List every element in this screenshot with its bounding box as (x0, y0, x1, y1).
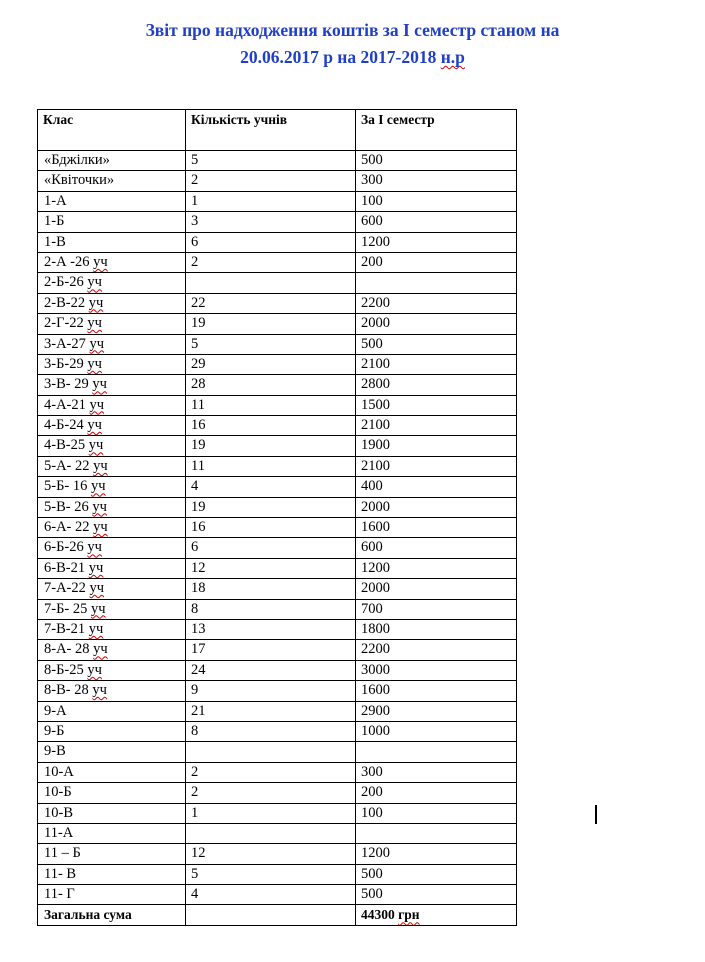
amount-cell: 200 (356, 252, 517, 272)
students-cell: 22 (186, 293, 356, 313)
students-cell: 2 (186, 252, 356, 272)
amount-cell (356, 823, 517, 843)
class-cell (38, 191, 186, 211)
amount-cell: 3000 (356, 660, 517, 680)
total-amount: 44300 (361, 907, 395, 923)
class-suffix: уч (93, 253, 108, 270)
class-cell (38, 151, 186, 171)
text-cursor (595, 805, 597, 824)
class-cell (38, 497, 186, 517)
students-cell (186, 823, 356, 843)
amount-cell: 500 (356, 885, 517, 905)
class-name: 4-Б-24 (44, 417, 84, 434)
title-date-text: 20.06.2017 р на 2017-2018 (240, 47, 437, 67)
amount-cell (356, 742, 517, 762)
class-cell (38, 232, 186, 252)
class-cell (38, 844, 186, 864)
amount-cell: 100 (356, 803, 517, 823)
table-row (38, 354, 517, 374)
amount-cell: 1000 (356, 721, 517, 741)
students-cell: 12 (186, 844, 356, 864)
class-suffix: уч (92, 376, 107, 393)
students-cell: 6 (186, 538, 356, 558)
class-name: 11- В (44, 865, 77, 882)
class-suffix: уч (88, 294, 104, 311)
class-name: 1-В (44, 233, 66, 250)
table-row (38, 885, 517, 905)
amount-cell: 400 (356, 477, 517, 497)
class-cell (38, 660, 186, 680)
class-cell (38, 701, 186, 721)
class-cell (38, 885, 186, 905)
class-cell (38, 171, 186, 191)
students-cell: 24 (186, 660, 356, 680)
amount-cell: 2100 (356, 354, 517, 374)
title-line-1: Звіт про надходження коштів за І семестр станом на (145, 20, 560, 40)
class-cell (38, 273, 186, 293)
amount-cell: 300 (356, 762, 517, 782)
table-row (38, 212, 517, 232)
class-name: 7-В-21 (44, 620, 86, 637)
total-label: Загальна сума (38, 905, 186, 925)
class-cell (38, 375, 186, 395)
class-name: 8-А- 28 (44, 641, 90, 658)
class-name: 10-А (44, 763, 74, 780)
class-name: 3-В- 29 (44, 376, 89, 393)
students-cell: 17 (186, 640, 356, 660)
payments-table (37, 109, 517, 926)
class-cell (38, 416, 186, 436)
class-cell (38, 436, 186, 456)
amount-cell: 2900 (356, 701, 517, 721)
amount-cell: 1200 (356, 558, 517, 578)
students-cell: 16 (186, 518, 356, 538)
students-cell: 8 (186, 721, 356, 741)
class-name: 10-Б (44, 784, 72, 801)
report-title (0, 17, 705, 71)
class-name: 10-В (44, 804, 73, 821)
class-name: 9-А (44, 702, 67, 719)
amount-cell: 1800 (356, 619, 517, 639)
amount-cell: 2100 (356, 456, 517, 476)
class-cell (38, 823, 186, 843)
class-name: 11- Г (44, 886, 75, 903)
total-students-cell (186, 905, 356, 925)
students-cell: 2 (186, 171, 356, 191)
class-suffix: уч (90, 478, 106, 495)
students-cell: 5 (186, 334, 356, 354)
students-cell: 28 (186, 375, 356, 395)
amount-cell: 100 (356, 191, 517, 211)
amount-cell: 2000 (356, 497, 517, 517)
class-suffix: уч (89, 335, 105, 352)
students-cell: 2 (186, 762, 356, 782)
class-cell (38, 783, 186, 803)
students-cell: 1 (186, 803, 356, 823)
class-cell (38, 314, 186, 334)
class-name: 8-Б-25 (44, 661, 84, 678)
class-cell (38, 742, 186, 762)
amount-cell: 500 (356, 151, 517, 171)
class-name: 11-А (44, 824, 74, 841)
total-row (38, 905, 517, 925)
class-cell (38, 619, 186, 639)
table-row (38, 742, 517, 762)
students-cell (186, 742, 356, 762)
amount-cell: 2200 (356, 640, 517, 660)
class-suffix: уч (89, 396, 105, 413)
table-row (38, 497, 517, 517)
amount-cell: 700 (356, 599, 517, 619)
class-name: 2-Б-26 (44, 274, 84, 291)
table-row (38, 681, 517, 701)
students-cell: 9 (186, 681, 356, 701)
amount-cell: 200 (356, 783, 517, 803)
class-cell (38, 477, 186, 497)
class-cell (38, 252, 186, 272)
table-row (38, 171, 517, 191)
students-cell: 12 (186, 558, 356, 578)
table-row (38, 823, 517, 843)
class-cell (38, 212, 186, 232)
header-students: Кількість учнів (186, 110, 356, 151)
students-cell: 5 (186, 864, 356, 884)
amount-cell: 1200 (356, 844, 517, 864)
table-row (38, 660, 517, 680)
class-name: 2-В-22 (44, 294, 86, 311)
table-row (38, 232, 517, 252)
amount-cell: 2800 (356, 375, 517, 395)
amount-cell: 2000 (356, 314, 517, 334)
table-row (38, 844, 517, 864)
class-suffix: уч (87, 274, 102, 291)
students-cell (186, 273, 356, 293)
table-row (38, 456, 517, 476)
class-cell (38, 721, 186, 741)
class-suffix: уч (92, 498, 107, 515)
class-name: 5-А- 22 (44, 457, 90, 474)
students-cell: 6 (186, 232, 356, 252)
students-cell: 5 (186, 151, 356, 171)
class-name: 6-Б-26 (44, 539, 84, 556)
students-cell: 3 (186, 212, 356, 232)
class-name: 2-Г-22 (44, 315, 84, 332)
class-name: «Квіточки» (44, 172, 115, 189)
class-cell (38, 456, 186, 476)
table-row (38, 252, 517, 272)
class-suffix: уч (90, 600, 106, 617)
class-cell (38, 395, 186, 415)
students-cell: 2 (186, 783, 356, 803)
table-row (38, 273, 517, 293)
total-currency: грн (398, 907, 420, 923)
table-row (38, 619, 517, 639)
title-line-2 (0, 44, 705, 71)
table-row (38, 579, 517, 599)
table-row (38, 762, 517, 782)
class-name: 11 – Б (44, 845, 81, 862)
students-cell: 8 (186, 599, 356, 619)
header-class: Клас (38, 110, 186, 151)
amount-cell: 1900 (356, 436, 517, 456)
table-row (38, 293, 517, 313)
table-row (38, 375, 517, 395)
table-row (38, 191, 517, 211)
class-name: 7-А-22 (44, 580, 86, 597)
table-row (38, 864, 517, 884)
table-row (38, 599, 517, 619)
class-cell (38, 334, 186, 354)
amount-cell: 600 (356, 212, 517, 232)
table-row (38, 436, 517, 456)
table-row (38, 151, 517, 171)
class-suffix: уч (87, 417, 102, 434)
class-name: 6-В-21 (44, 559, 86, 576)
students-cell: 1 (186, 191, 356, 211)
class-cell (38, 681, 186, 701)
students-cell: 21 (186, 701, 356, 721)
students-cell: 16 (186, 416, 356, 436)
class-name: 4-А-21 (44, 396, 86, 413)
class-name: 9-В (44, 743, 66, 760)
class-name: 1-А (44, 192, 67, 209)
total-amount-cell (356, 905, 517, 925)
class-name: «Бджілки» (44, 152, 110, 168)
class-name: 4-В-25 (44, 437, 86, 454)
class-cell (38, 599, 186, 619)
students-cell: 19 (186, 497, 356, 517)
table-row (38, 640, 517, 660)
table-row (38, 416, 517, 436)
amount-cell: 2000 (356, 579, 517, 599)
table-row (38, 395, 517, 415)
students-cell: 4 (186, 885, 356, 905)
students-cell: 11 (186, 456, 356, 476)
table-row (38, 314, 517, 334)
amount-cell: 300 (356, 171, 517, 191)
class-cell (38, 538, 186, 558)
class-cell (38, 640, 186, 660)
table-row (38, 538, 517, 558)
class-suffix: уч (87, 539, 102, 556)
class-cell (38, 579, 186, 599)
table-header-row (38, 110, 517, 151)
class-name: 3-Б-29 (44, 355, 84, 372)
table-row (38, 334, 517, 354)
class-name: 5-В- 26 (44, 498, 89, 515)
class-name: 6-А- 22 (44, 519, 90, 536)
class-cell (38, 762, 186, 782)
class-name: 2-А -26 (44, 253, 90, 270)
class-suffix: уч (89, 580, 105, 597)
table-body (38, 151, 517, 926)
amount-cell (356, 273, 517, 293)
students-cell: 4 (186, 477, 356, 497)
class-name: 9-Б (44, 722, 65, 739)
students-cell: 18 (186, 579, 356, 599)
amount-cell: 500 (356, 334, 517, 354)
class-name: 7-Б- 25 (44, 600, 88, 617)
students-cell: 13 (186, 619, 356, 639)
table-row (38, 701, 517, 721)
amount-cell: 1600 (356, 518, 517, 538)
students-cell: 19 (186, 314, 356, 334)
students-cell: 29 (186, 354, 356, 374)
class-suffix: уч (87, 355, 102, 372)
amount-cell: 2200 (356, 293, 517, 313)
class-cell (38, 803, 186, 823)
amount-cell: 1200 (356, 232, 517, 252)
class-cell (38, 864, 186, 884)
amount-cell: 2100 (356, 416, 517, 436)
table-row (38, 783, 517, 803)
class-name: 8-В- 28 (44, 682, 89, 699)
class-suffix: уч (93, 519, 108, 536)
header-semester-amount: За І семестр (356, 110, 517, 151)
table-row (38, 803, 517, 823)
class-cell (38, 293, 186, 313)
students-cell: 11 (186, 395, 356, 415)
class-suffix: уч (88, 437, 104, 454)
class-name: 3-А-27 (44, 335, 86, 352)
class-name: 1-Б (44, 213, 65, 230)
class-cell (38, 354, 186, 374)
class-suffix: уч (93, 641, 108, 658)
class-suffix: уч (87, 315, 102, 332)
students-cell: 19 (186, 436, 356, 456)
amount-cell: 600 (356, 538, 517, 558)
table-row (38, 558, 517, 578)
amount-cell: 1500 (356, 395, 517, 415)
table-row (38, 518, 517, 538)
class-suffix: уч (88, 620, 104, 637)
class-cell (38, 518, 186, 538)
table-row (38, 477, 517, 497)
amount-cell: 500 (356, 864, 517, 884)
title-year-abbrev: н.р (440, 47, 465, 67)
table-row (38, 721, 517, 741)
class-cell (38, 558, 186, 578)
class-suffix: уч (88, 559, 104, 576)
class-name: 5-Б- 16 (44, 478, 88, 495)
class-suffix: уч (92, 682, 107, 699)
amount-cell: 1600 (356, 681, 517, 701)
class-suffix: уч (87, 661, 102, 678)
class-suffix: уч (93, 457, 108, 474)
